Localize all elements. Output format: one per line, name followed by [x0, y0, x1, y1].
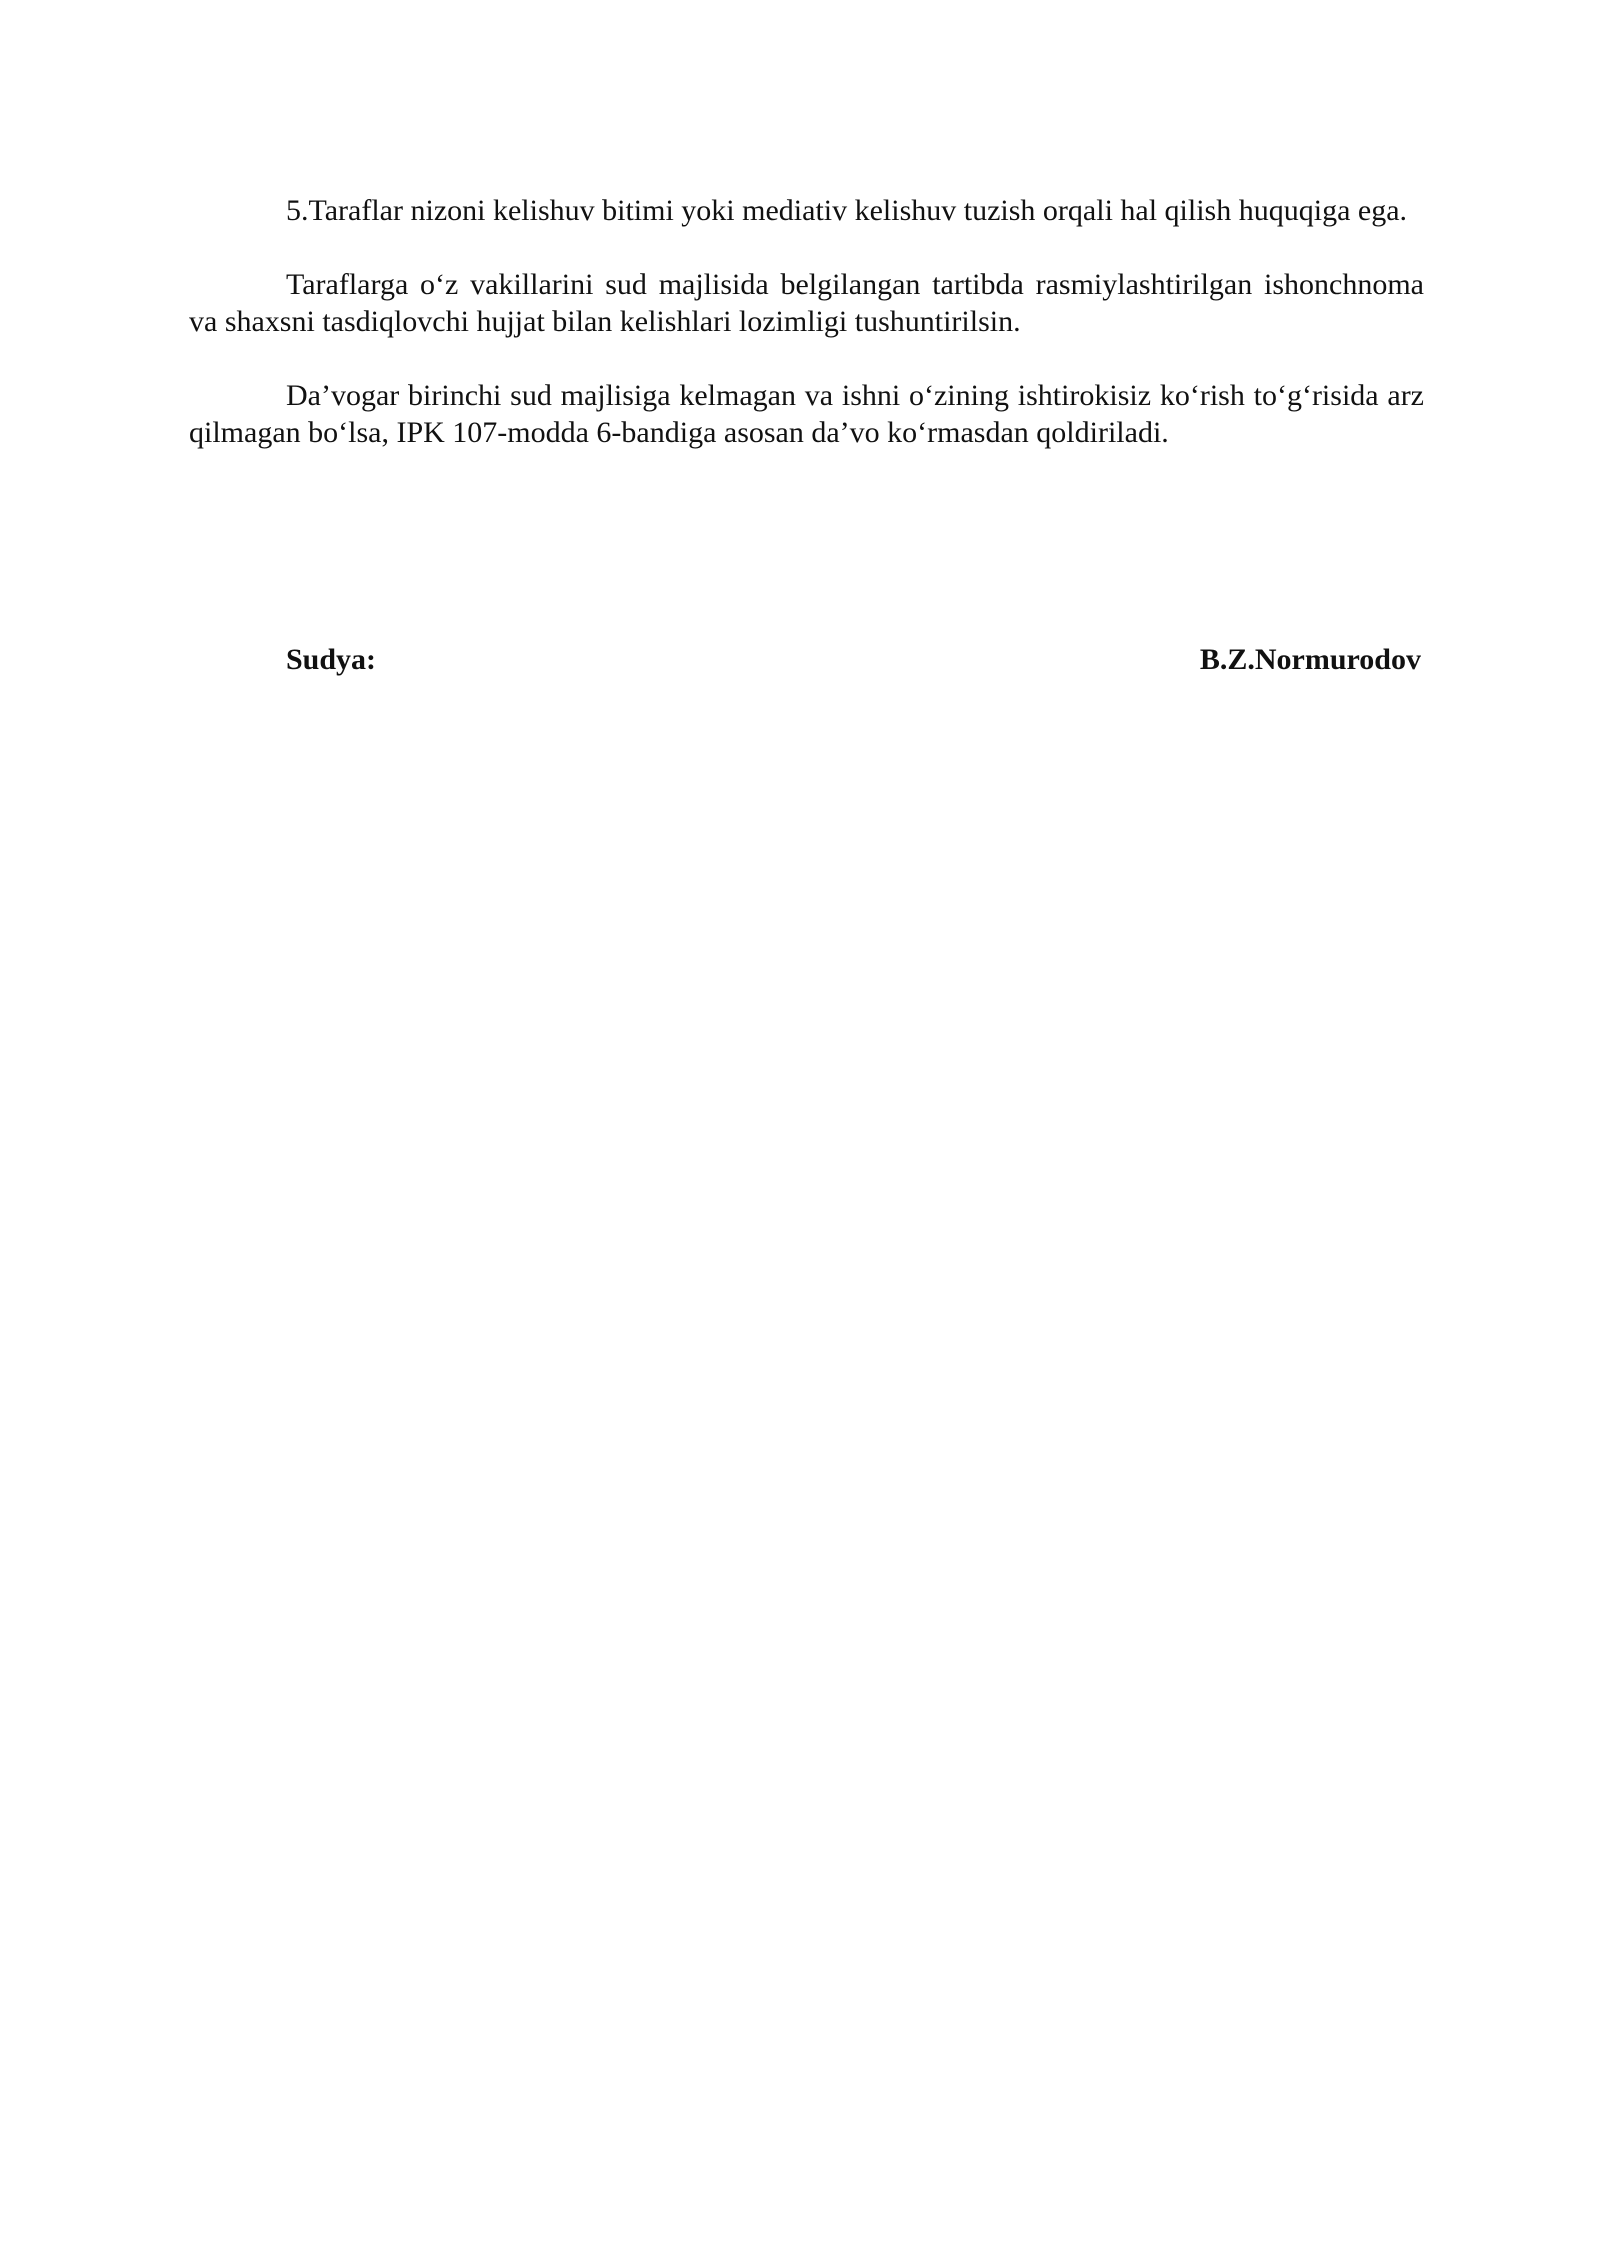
- paragraph-plaintiff-absence: Da’vogar birinchi sud majlisiga kelmagan va ishni o‘zining ishtirokisiz ko‘rish to‘g‘risida arz qilmagan bo‘lsa, IPK 107-modda 6-bandiga asosan da’vo ko‘rmasdan qoldiriladi.: [189, 379, 1424, 449]
- document-body: [189, 192, 1424, 451]
- paragraph-settlement-right: 5.Taraflar nizoni kelishuv bitimi yoki mediativ kelishuv tuzish orqali hal qilish huquqiga ega.: [286, 194, 1408, 227]
- paragraph-representatives: Taraflarga o‘z vakillarini sud majlisida belgilangan tartibda rasmiylashtirilgan ishonchnoma va shaxsni tasdiqlovchi hujjat bilan kelishlari lozimligi tushuntirilsin.: [189, 268, 1424, 338]
- signature-label: Sudya:: [286, 643, 377, 676]
- signature-block: [189, 643, 1421, 683]
- judge-name: B.Z.Normurodov: [1199, 643, 1421, 676]
